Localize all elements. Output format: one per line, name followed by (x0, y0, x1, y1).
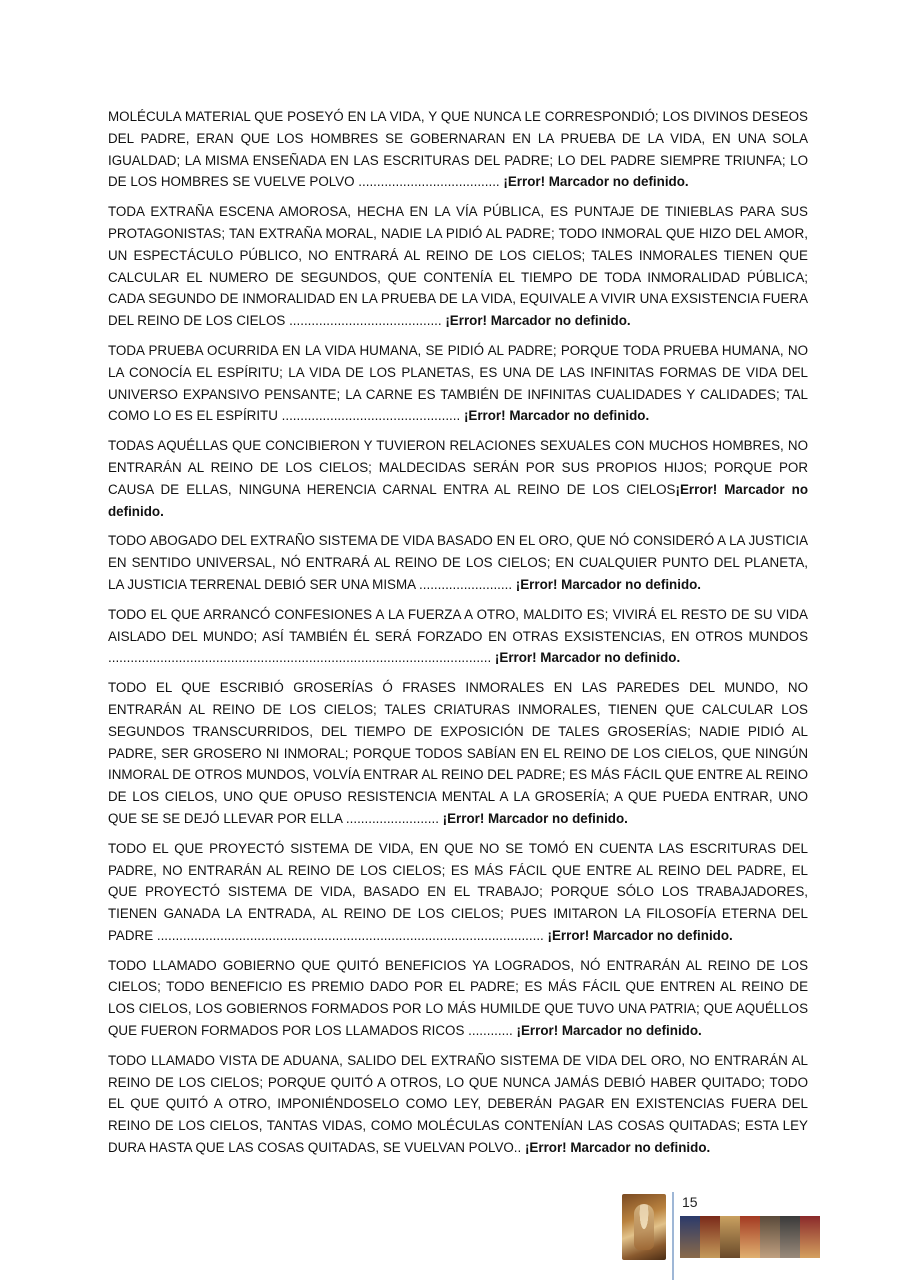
toc-entry: TODO LLAMADO GOBIERNO QUE QUITÓ BENEFICIOS YA LOGRADOS, NÓ ENTRARÁN AL REINO DE LOS CIELOS; TODO BENEFICIO ES PREMIO DADO POR EL PADRE; ES MÁS FÁCIL QUE ENTREN AL REINO DE LOS CIELOS, LOS GOBIERNOS FORMADOS POR LO MÁS HUMILDE QUE TUVO UNA PATRIA; QUE AQUÉLLOS QUE FUERON FORMADOS POR LOS LLAMADOS RICOS ............ ¡Error! Marcador no definido. (108, 957, 808, 1039)
error-bookmark: ¡Error! Marcador no definido. (442, 810, 628, 826)
error-bookmark: ¡Error! Marcador no definido. (108, 481, 808, 519)
toc-entry: TODO ABOGADO DEL EXTRAÑO SISTEMA DE VIDA BASADO EN EL ORO, QUE NÓ CONSIDERÓ A LA JUSTICIA EN SENTIDO UNIVERSAL, NÓ ENTRARÁ AL REINO DE LOS CIELOS; EN CUALQUIER PUNTO DEL PLANETA, LA JUSTICIA TERRENAL DEBIÓ SER UNA MISMA ......................... ¡Error! Marcador no definido. (108, 533, 808, 592)
page-footer (620, 1192, 830, 1280)
error-bookmark: ¡Error! Marcador no definido. (463, 408, 650, 424)
footer-image-strip (680, 1216, 820, 1258)
toc-entry: TODO EL QUE PROYECTÓ SISTEMA DE VIDA, EN QUE NO SE TOMÓ EN CUENTA LAS ESCRITURAS DEL PADRE, NO ENTRARÁN AL REINO DE LOS CIELOS; ES MÁS FÁCIL QUE ENTRE AL REINO DEL PADRE, EL QUE PROYECTÓ SISTEMA DE VIDA, BASADO EN EL TRABAJO; PORQUE SÓLO LOS TRABAJADORES, TIENEN GANADA LA ENTRADA, AL REINO DE LOS CIELOS; PUES IMITARON LA FILOSOFÍA ETERNA DEL PADRE ........................................................................................................ ¡Error! Marcador no definido. (108, 840, 808, 943)
toc-entry: TODO EL QUE ESCRIBIÓ GROSERÍAS Ó FRASES INMORALES EN LAS PAREDES DEL MUNDO, NO ENTRARÁN AL REINO DE LOS CIELOS; TALES CRIATURAS INMORALES, TIENEN QUE CALCULAR LOS SEGUNDOS TRANSCURRIDOS, DEL TIEMPO DE EXPOSICIÓN DE TALES GROSERÍAS; NADIE PIDIÓ AL PADRE, SER GROSERO NI INMORAL; PORQUE TODOS SABÍAN EN EL REINO DE LOS CIELOS, QUE NINGÚN INMORAL DE OTROS MUNDOS, VOLVÍA ENTRAR AL REINO DEL PADRE; ES MÁS FÁCIL QUE ENTRE AL REINO DE LOS CIELOS, UNO QUE OPUSO RESISTENCIA MENTAL A LA GROSERÍA; A QUE PUEDA ENTRAR, UNO QUE SE SE DEJÓ LLEVAR POR ELLA ......................... ¡Error! Marcador no definido. (108, 680, 808, 826)
toc-entry: TODA PRUEBA OCURRIDA EN LA VIDA HUMANA, SE PIDIÓ AL PADRE; PORQUE TODA PRUEBA HUMANA, NO LA CONOCÍA EL ESPÍRITU; LA VIDA DE LOS PLANETAS, ES UNA DE LAS INFINITAS FORMAS DE VIDA DEL UNIVERSO EXPANSIVO PENSANTE; LA CARNE ES TAMBIÉN DE INFINITAS CUALIDADES Y CALIDADES; TAL COMO LO ES EL ESPÍRITU ................................................ ¡Error! Marcador no definido. (108, 342, 808, 424)
error-bookmark: ¡Error! Marcador no definido. (547, 927, 733, 943)
toc-entry: TODO LLAMADO VISTA DE ADUANA, SALIDO DEL EXTRAÑO SISTEMA DE VIDA DEL ORO, NO ENTRARÁN AL REINO DE LOS CIELOS; PORQUE QUITÓ A OTROS, LO QUE NUNCA JAMÁS DEBIÓ HABER QUITADO; TODO EL QUE QUITÓ A OTRO, IMPONIÉNDOSELO COMO LEY, DEBERÁN PAGAR EN EXISTENCIAS FUERA DEL REINO DE LOS CIELOS, TANTAS VIDAS, COMO MOLÉCULAS CONTENÍAN LAS COSAS QUITADAS; ESTA LEY DURA HASTA QUE LAS COSAS QUITADAS, SE VUELVAN POLVO.. ¡Error! Marcador no definido. (108, 1052, 808, 1156)
error-bookmark: ¡Error! Marcador no definido. (516, 1023, 702, 1039)
toc-entry: TODAS AQUÉLLAS QUE CONCIBIERON Y TUVIERON RELACIONES SEXUALES CON MUCHOS HOMBRES, NO ENTRARÁN AL REINO DE LOS CIELOS; MALDECIDAS SERÁN POR SUS PROPIOS HIJOS; PORQUE POR CAUSA DE ELLAS, NINGUNA HERENCIA CARNAL ENTRA AL REINO DE LOS CIELOS¡Error! Marcador no definido. (108, 438, 808, 519)
footer-divider (672, 1192, 674, 1280)
page-number: 15 (682, 1194, 698, 1210)
error-bookmark: ¡Error! Marcador no definido. (445, 313, 631, 329)
sculpture-image (622, 1194, 666, 1260)
toc-entry: MOLÉCULA MATERIAL QUE POSEYÓ EN LA VIDA, Y QUE NUNCA LE CORRESPONDIÓ; LOS DIVINOS DESEOS DEL PADRE, ERAN QUE LOS HOMBRES SE GOBERNARAN EN LA PRUEBA DE LA VIDA, EN UNA SOLA IGUALDAD; LA MISMA ENSEÑADA EN LAS ESCRITURAS DEL PADRE; LO DEL PADRE SIEMPRE TRIUNFA; LO DE LOS HOMBRES SE VUELVE POLVO ...................................... ¡Error! Marcador no definido. (108, 109, 808, 190)
toc-entry: TODO EL QUE ARRANCÓ CONFESIONES A LA FUERZA A OTRO, MALDITO ES; VIVIRÁ EL RESTO DE SU VIDA AISLADO DEL MUNDO; ASÍ TAMBIÉN ÉL SERÁ FORZADO EN OTRAS EXSISTENCIAS, EN OTROS MUNDOS ....................................................................................................... ¡Error! Marcador no definido. (108, 606, 808, 666)
error-bookmark: ¡Error! Marcador no definido. (494, 650, 681, 666)
document-body (108, 106, 808, 1167)
error-bookmark: ¡Error! Marcador no definido. (524, 1140, 711, 1156)
error-bookmark: ¡Error! Marcador no definido. (503, 174, 689, 190)
error-bookmark: ¡Error! Marcador no definido. (515, 576, 702, 592)
toc-entry: TODA EXTRAÑA ESCENA AMOROSA, HECHA EN LA VÍA PÚBLICA, ES PUNTAJE DE TINIEBLAS PARA SUS PROTAGONISTAS; TAN EXTRAÑA MORAL, NADIE LA PIDIÓ AL PADRE; TODO INMORAL QUE HIZO DEL AMOR, UN ESPECTÁCULO PÚBLICO, NO ENTRARÁ AL REINO DE LOS CIELOS; TALES INMORALES TIENEN QUE CALCULAR EL NUMERO DE SEGUNDOS, QUE CONTENÍA EL TIEMPO DE TODA INMORALIDAD PÚBLICA; CADA SEGUNDO DE INMORALIDAD EN LA PRUEBA DE LA VIDA, EQUIVALE A VIVIR UNA EXSISTENCIA FUERA DEL REINO DE LOS CIELOS ......................................... ¡Error! Marcador no definido. (108, 204, 808, 329)
